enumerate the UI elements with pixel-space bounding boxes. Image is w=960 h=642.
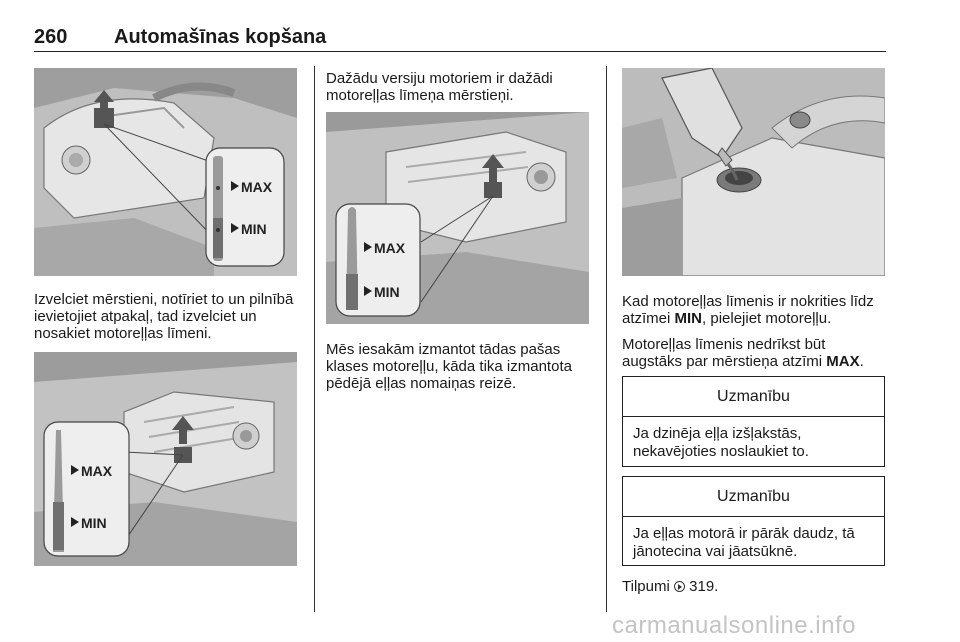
column-1-paragraph-1: Izvelciet mērstieni, notīriet to un pilnībā ievietojiet atpakaļ, tad izvelciet un nosakiet motoreļļas līmeni.: [34, 291, 294, 342]
caution-title-1: Uzmanību: [623, 377, 884, 417]
engine-dipstick-figure-3: [326, 112, 589, 324]
figure-1-max-label: MAX: [241, 179, 273, 195]
engine-oil-filling-figure: [622, 68, 885, 276]
column-divider-2: [606, 66, 607, 612]
caution-box-1: [622, 376, 885, 467]
page-title: Automašīnas kopšana: [114, 26, 327, 48]
figure-2-min-label: MIN: [81, 515, 107, 531]
column-2-paragraph-1: Dažādu versiju motoriem ir dažādi motoreļļas līmeņa mērstieņi.: [326, 70, 553, 104]
figure-2-max-label: MAX: [81, 463, 113, 479]
max-level-text-1: Motoreļļas līmenis nedrīkst būt augstāks par mērstieņa atzīmi: [622, 336, 827, 370]
column-divider-1: [314, 66, 315, 612]
caution-title-2: Uzmanību: [623, 477, 884, 517]
watermark: carmanualsonline.info: [612, 612, 856, 639]
max-level-text-2: .: [859, 353, 864, 370]
figure-3-min-label: MIN: [374, 284, 400, 300]
page-number: 260: [34, 26, 68, 48]
figure-1-min-label: MIN: [241, 221, 267, 237]
column-3-paragraph-2: [622, 336, 888, 370]
engine-dipstick-figure-2: [34, 352, 297, 566]
add-oil-text-1: Kad motoreļļas līmenis ir nokrities līdz atzīmei: [622, 293, 874, 327]
reference-page[interactable]: 319.: [689, 578, 719, 595]
max-mark-text: MAX: [826, 353, 860, 370]
column-3-reference: [622, 578, 888, 595]
caution-body-2: Ja eļļas motorā ir pārāk daudz, tā jānotecina vai jāatsūknē.: [633, 525, 855, 560]
column-3-paragraph-1: [622, 293, 888, 327]
figure-3-max-label: MAX: [374, 240, 406, 256]
page-reference-icon: [674, 581, 685, 592]
reference-prefix: Tilpumi: [622, 578, 670, 595]
min-mark-text: MIN: [674, 310, 703, 327]
caution-box-2: [622, 476, 885, 566]
add-oil-text-2: , pielejiet motoreļļu.: [702, 310, 832, 327]
engine-dipstick-figure-1: [34, 68, 297, 276]
page-header: [34, 22, 886, 52]
column-2-paragraph-2: Mēs iesakām izmantot tādas pašas klases motoreļļu, kāda tika izmantota pēdējā eļļas nomaiņas reizē.: [326, 341, 572, 392]
caution-body-1: Ja dzinēja eļļa izšļakstās, nekavējoties noslaukiet to.: [633, 425, 809, 460]
